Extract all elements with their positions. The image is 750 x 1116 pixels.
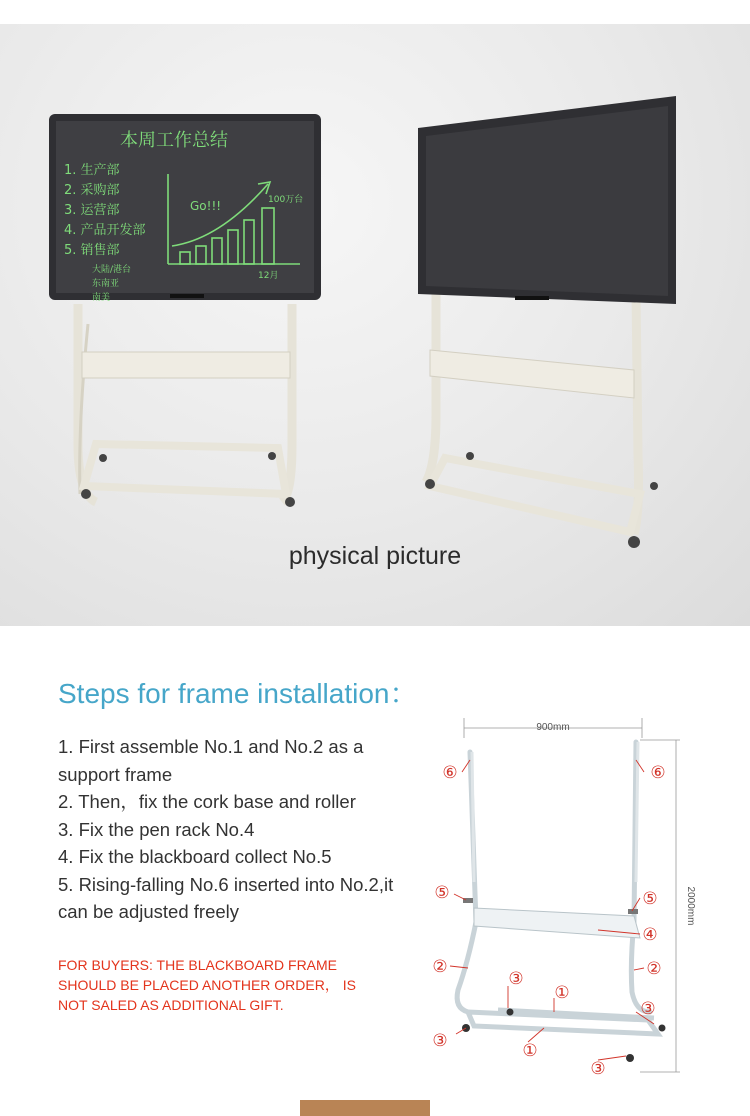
board-list-2: 2. 采购部 — [64, 183, 120, 198]
steps-title: Steps for frame installation： — [58, 678, 418, 709]
callout-3-left: ③ — [432, 1031, 448, 1051]
step-item: 5. Rising-falling No.6 inserted into No.2,it can be adjusted freely — [58, 873, 394, 922]
callout-3-right: ③ — [640, 999, 656, 1019]
callout-2-right: ② — [646, 959, 662, 979]
board-list-4: 4. 产品开发部 — [64, 223, 146, 238]
callout-1-bottom: ① — [522, 1041, 538, 1061]
callout-1-base: ① — [554, 983, 570, 1003]
step-item: 1. First assemble No.1 and No.2 as a support frame — [58, 736, 364, 785]
frame-diagram — [418, 712, 708, 1097]
product-photo — [0, 24, 750, 626]
callout-4: ④ — [642, 925, 658, 945]
board-month: 12月 — [258, 271, 279, 281]
right-stand — [418, 96, 676, 548]
whiteboard-stands-illustration — [0, 24, 750, 626]
width-label: 900mm — [536, 722, 570, 733]
step-item: 3. Fix the pen rack No.4 — [58, 818, 255, 840]
left-stand — [49, 114, 321, 507]
wooden-edge — [300, 1100, 430, 1116]
height-label: 2000mm — [685, 886, 696, 926]
board-sub-3: 南美 — [92, 293, 111, 303]
callout-5-left: ⑤ — [434, 883, 450, 903]
callout-3-bottom: ③ — [590, 1059, 606, 1079]
callout-2-left: ② — [432, 957, 448, 977]
board-list-3: 3. 运营部 — [64, 203, 120, 218]
callout-6-left: ⑥ — [442, 763, 458, 783]
board-go: Go!!! — [190, 199, 222, 213]
board-title: 本周工作总结 — [120, 130, 228, 151]
board-sub-2: 东南亚 — [92, 279, 120, 289]
callout-5-right: ⑤ — [642, 889, 658, 909]
callout-6-right: ⑥ — [650, 763, 666, 783]
step-item: 4. Fix the blackboard collect No.5 — [58, 846, 332, 867]
buyer-notice: FOR BUYERS: THE BLACKBOARD FRAME SHOULD BE PLACED ANOTHER ORDER， IS NOT SALED AS ADDITIONAL GIFT. — [58, 957, 356, 1013]
board-top-value: 100万台 — [268, 195, 304, 205]
board-sub-1: 大陆/港台 — [92, 265, 132, 275]
callout-3-base: ③ — [508, 969, 524, 989]
step-item: 2. Then，fix the cork base and roller — [58, 791, 356, 812]
board-list-1: 1. 生产部 — [64, 163, 120, 178]
steps-list — [58, 733, 418, 926]
photo-caption: physical picture — [288, 542, 462, 570]
board-list-5: 5. 销售部 — [64, 243, 120, 258]
